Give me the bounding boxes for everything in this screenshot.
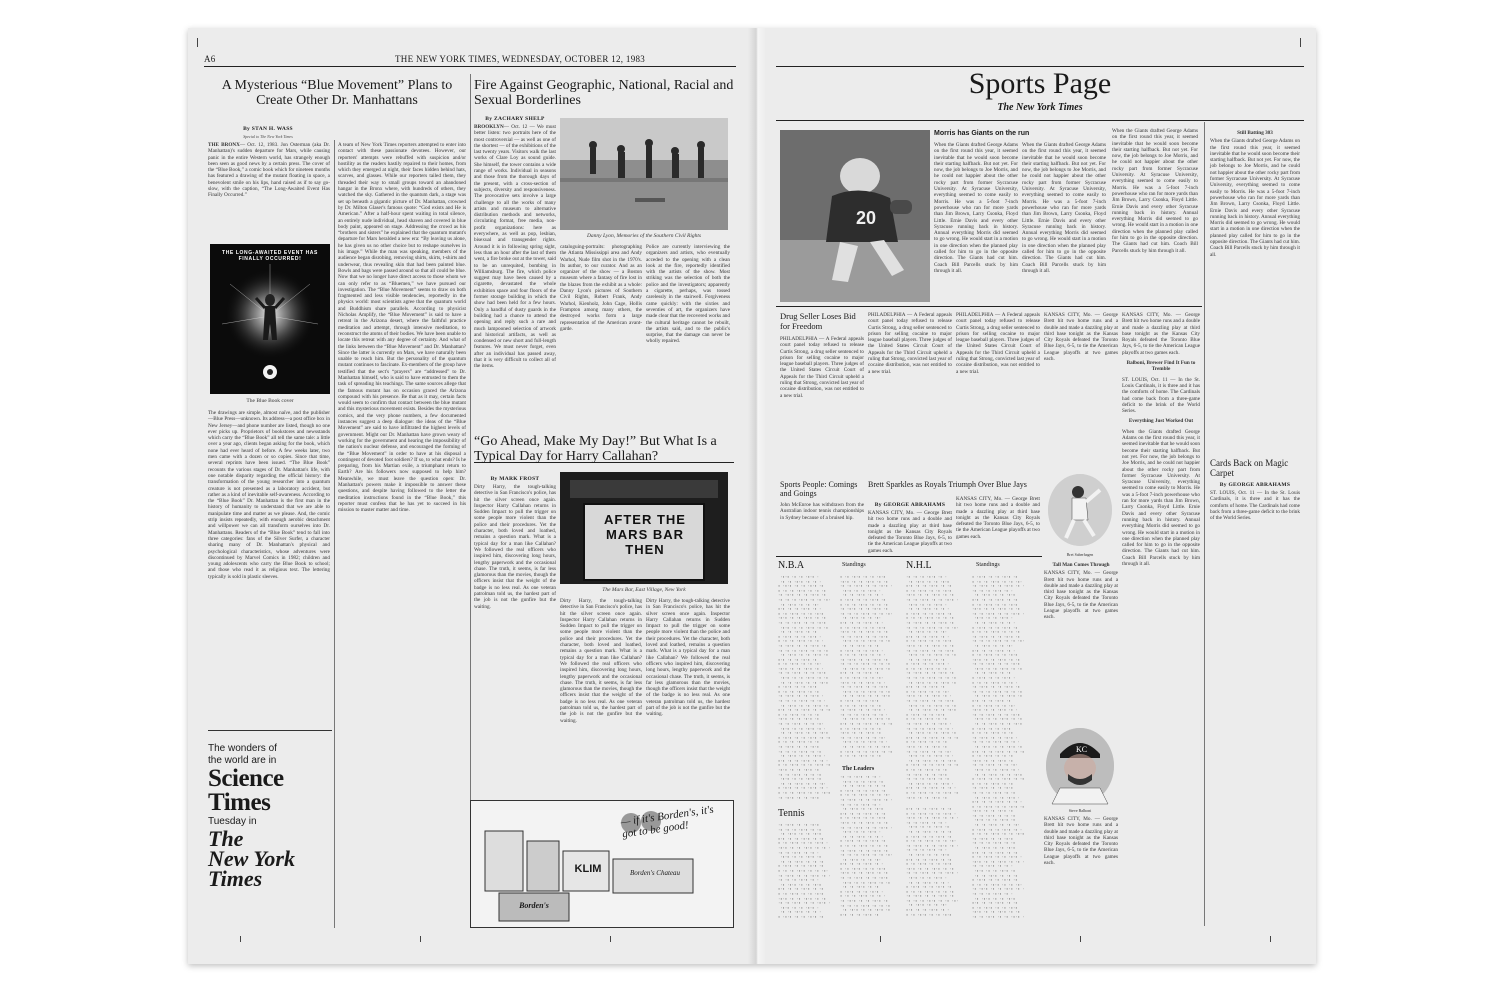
bordens-brand-chateau: Borden's Chateau — [629, 869, 681, 877]
sports-people-headline: Sports People: Comings and Goings — [780, 480, 858, 498]
article1-headline: A Mysterious “Blue Movement” Plans to Create Other Dr. Manhattans — [221, 78, 453, 109]
cards-byline: By GEORGE ABRAHAMS — [1219, 482, 1291, 488]
nba-title: N.B.A — [778, 560, 805, 571]
box-score-table: ·▪ ·▪ ·▪·▪ ·▪ ·▪ · ·▪·▪ ·▪ ·▪ ·▪·▪ ·▪ ·▪ ·▪ ·▪·▪ ·▪ ·▪ ·▪ ▪ ·▪·▪ ·▪ ·▪ ·▪·▪ ·▪ ▪ ·▪ ·▪ ·▪·▪ ·▪ ·▪ ·▪· ·▪ ·▪·▪ ·▪ ·▪ ·▪·▪ ·▪ · ·▪ ·▪ ·▪ ·▪·▪ ·▪ · ·▪ ·▪·▪ ·▪ ·▪ ·▪·▪ ▪·▪ ·▪ ·▪ ·▪·▪ ·▪ ·▪ ▪ ·▪ ·▪·▪ ·▪ ·▪ ·▪·▪ ·▪·▪ ·▪ ·▪ ·▪·▪ ·▪ ·▪ ·▪ ·▪ ·▪·▪ ·▪ ·▪ ·▪·▪ · ·▪·▪ ·▪ ·▪ ·▪·▪ · ·▪ ·▪ ·▪·▪ ·▪ ·▪ · ▪ ·▪·▪ ·▪ ·▪ ·▪·▪ ·▪ ▪ ·▪ ·▪ ·▪·▪ ·▪ ·▪ ·▪ ·▪ ·▪·▪ ·▪ ·▪ ·▪·▪ ·▪ ·▪ ·▪ ·▪ ·▪·▪ ·▪ ·▪ ·▪· ·▪ ·▪·▪ ·▪ ·▪ ·▪· ▪·▪ ·▪ ·▪ ·▪·▪ ·▪ · ▪ ·▪ ·▪·▪ ·▪ ·▪ ·▪·▪ ·▪·▪ ·▪ ·▪ ·▪·▪ ·▪ ·▪ ·▪ ·▪ ·▪·▪ ·▪ ·▪ ·▪·▪ ·▪·▪ ·▪ ·▪ ·▪·▪ ·▪ ·▪ ·▪ ·▪ ·▪·▪ ·▪ ·▪ ▪ ·▪·▪ ·▪ ·▪ ·▪·▪ · ▪ ·▪ ·▪ ·▪·▪ ·▪ ·▪ · ·▪ ·▪·▪ ·▪ ·▪ ·▪·▪ ·▪ ·▪ ·▪ ·▪ ·▪·▪ ·▪ ·▪ ·▪ ·▪ ·▪·▪ ·▪ ·▪ ·▪·▪ ·▪ ▪·▪ ·▪ ·▪ ·▪·▪ ·▪ — [840, 776, 893, 918]
brett-body-col1: KANSAS CITY, Mo. — George Brett hit two home runs and a double and made a dazzling play at third base tonight as the Kansas City Royals defeated the Toronto Blue Jays, 6-5, to tie the American League playoffs at two games each. — [868, 510, 952, 554]
civil-rights-photo — [560, 118, 728, 230]
ad-title1: Science — [208, 765, 284, 792]
article1-byline: By STAN H. WASS — [243, 126, 293, 132]
article3-byline: By MARK FROST — [490, 476, 540, 482]
drug-headline: Drug Seller Loses Bid for Freedom — [780, 311, 856, 331]
page-number: A6 — [204, 54, 216, 64]
box-score-table: ·▪ ·▪·▪ ·▪ ·▪ ·▪·▪ ·▪ ·▪ ·▪ ·▪·▪ ·▪ ·▪ ·▪ ·▪·▪ ·▪ ·▪ ·▪·▪ ▪·▪ ·▪ ·▪ ·▪·▪ ·▪ ·▪ ▪ ·▪ ·▪·▪ ·▪ ·▪ ·▪·▪ · ·▪·▪ ·▪ ·▪ ·▪·▪ ·▪ ·▪ · ·▪ ·▪ ·▪·▪ ·▪ ·▪ · ·▪·▪ ·▪ ·▪ ·▪·▪ ·▪ ·▪ ·▪ ·▪·▪ ·▪ ·▪ ·▪ ▪ ·▪·▪ ·▪ ·▪ ·▪·▪ ·▪ ▪ ·▪ ·▪ ·▪·▪ ·▪ ·▪ ·▪· ·▪ ·▪·▪ ·▪ ·▪ ·▪·▪ ·▪ · ·▪ ·▪ ·▪ ·▪·▪ ·▪ · ·▪ ·▪·▪ ·▪ ·▪ ·▪·▪ ▪·▪ ·▪ ·▪ ·▪·▪ ·▪ ·▪ ▪ ·▪ ·▪·▪ ·▪ ·▪ ·▪·▪ ·▪·▪ ·▪ ·▪ ·▪·▪ ·▪ ·▪ ·▪ ·▪ ·▪·▪ ·▪ ·▪ ·▪·▪ · ·▪·▪ ·▪ ·▪ ·▪·▪ · ·▪ ·▪ ·▪·▪ ·▪ ·▪ · ▪ ·▪·▪ ·▪ ·▪ ·▪·▪ ·▪ — [778, 824, 831, 920]
batter-caption: Steve Balboni — [1068, 808, 1092, 813]
brett-body-col3: Tall Man Comes Through KANSAS CITY, Mo. — George Brett hit two home runs and a double and made a dazzling play at third base tonight as the Kansas City Royals defeated the Toronto Blue Jays, 6-5, to tie the American League playoffs at two games each. — [1044, 562, 1118, 621]
article2-body-col2: cataloguing-portraits: photographing the Atlanta Mississippi area and Andy Warhol, Nude film shot in the 1970's. Its author, to our curator. And as an organizer of the show — a Boston museum where a fantasy of fire lost in the blazes from the exhibit as a whole: Danny Lyon's pictures of Southern Civil Rights, Robert Frank, Andy Warhol, Kienholz, John Cage, Hollis Frampton among many others, the destroyed works form a large representation of the American avant-garde. — [560, 244, 642, 332]
svg-text:KC: KC — [1076, 745, 1088, 754]
sports-section-logo: The New York Times — [997, 102, 1083, 113]
section-rule — [776, 306, 1202, 307]
bordens-brand: Borden's — [519, 901, 549, 910]
bordens-brand-klim: KLIM — [574, 863, 602, 875]
article1-lead: THE BRONX— Oct. 12, 1983. Jon Osterman (aka Dr. Manhattan)'s sudden departure for Mars, while causing panic in the entire Western world, has strangely enough been seen as good news by a certain press. The cover of the “Blue Book,” a comic book which for nineteen months has featured a drawing of the mutant floating in space, a benevolent smile on his lips, hand raised as if to say go-slow, with the caption, “The Long-Awaited Event Has Finally Occurred.” — [208, 142, 330, 199]
nba-standings-label: Standings — [842, 562, 866, 568]
article3-headline-text: “Go Ahead, Make My Day!” But What Is a Typical Day for Harry Callahan? — [474, 434, 717, 465]
ad-line1: The wonders of — [208, 743, 277, 754]
leaders-label: The Leaders — [842, 766, 875, 772]
ad-line3: Tuesday in — [208, 816, 257, 827]
brett-body-col2: KANSAS CITY, Mo. — George Brett hit two home runs and a double and made a dazzling play at third base tonight as the Kansas City Royals defeated the Toronto Blue Jays, 6-5, to tie the American League playoffs at two games each. — [956, 496, 1040, 540]
brett-body-col4: KANSAS CITY, Mo. — George Brett hit two home runs and a double and made a dazzling play at third base tonight as the Kansas City Royals defeated the Toronto Blue Jays, 6-5, to tie the American League playoffs at two games each. — [1044, 816, 1118, 867]
blue-book-caption: The Blue Book cover — [246, 398, 294, 404]
article1-byline-note: Special to The New York Times — [243, 134, 293, 139]
drug-body-col2: PHILADELPHIA — A Federal appeals court panel today refused to release Curtis Strong, a drug seller sentenced to prison for selling cocaine to major league baseball players. Three judges of the United States Circuit Court of Appeals for the Third Circuit upheld a ruling that Strong, convicted last year of cocaine distribution, was not entitled to a new trial. — [868, 312, 952, 375]
clip-mark — [240, 936, 245, 942]
sports-section-title: Sports Page — [968, 67, 1112, 100]
article3-body-col2: Dirty Harry, the tough-talking detective in San Francisco's police, has hit the silver screen once again. Inspector Harry Callahan returns in Sudden Impact to pull the trigger on some people more violent than the police and their procedures. Yet the character, both loved and loathed, remains a question mark. What is a typical day for a man like Callahan? We followed the real officers who inspired him, discovering long hours, lengthy paperwork and the occasional chase. The truth, it seems, is far less glamorous than the movies, though the officers insist that the weight of the badge is no less real. As one veteran patrolman told us, the hardest part of the job is not the gunfire but the waiting. — [560, 598, 642, 724]
drug-body-col1: PHILADELPHIA — A Federal appeals court panel today refused to release Curtis Strong, a drug seller sentenced to prison for selling cocaine to major league baseball players. Three judges of the United States Circuit Court of Appeals for the Third Circuit upheld a ruling that Strong, convicted last year of cocaine distribution, was not entitled to a new trial. — [780, 336, 864, 399]
article3-body-col3: Dirty Harry, the tough-talking detective in San Francisco's police, has hit the silver screen once again. Inspector Harry Callahan returns in Sudden Impact to pull the trigger on some people more violent than the police and their procedures. Yet the character, both loved and loathed, remains a question mark. What is a typical day for a man like Callahan? We followed the real officers who inspired him, discovering long hours, lengthy paperwork and the occasional chase. The truth, it seems, is far less glamorous than the movies, though the officers insist that the weight of the badge is no less real. As one veteran patrolman told us, the hardest part of the job is not the gunfire but the waiting. — [646, 598, 730, 718]
tennis-title: Tennis — [778, 808, 805, 819]
civil-rights-caption: Danny Lyon, Memories of the Southern Civil Rights — [586, 233, 702, 239]
clip-mark — [1300, 38, 1305, 47]
far-right-col-top: Still Batting 303 When the Giants drafted George Adams on the first round this year, it seemed inevitable that he would soon become their starting halfback. But not yet. For now, the job belongs to Joe Morris, and he could not happier about the other rocky part from former Sycracuse University. At Syracuse University, everything seemed to come easily to Morris. He was a 5-foot 7-inch powerhouse who ran for more yards than Jim Brown, Larry Csonka, Floyd Little. Ernie Davis and every other Syracuse running back in history. Annual everything Morris did seemed to go wrong. He would start in a motion in one direction when the planned play called for him to go in the opposite direction. The Giants had cut him. Coach Bill Parcells stuck by him through it all. — [1210, 130, 1300, 258]
center-fold — [748, 28, 766, 964]
ad-logo3: Times — [208, 866, 263, 891]
brett-headline: Brett Sparkles as Royals Triumph Over Blue Jays — [868, 480, 1027, 489]
bordens-slogan: — if it's Borden's, it's got to be good! — [619, 803, 715, 841]
clip-mark — [880, 936, 885, 942]
pitcher-caption: Bret Saberhagen — [1066, 552, 1094, 557]
section-rule — [776, 556, 1042, 557]
comic-cover-text: THE LONG-AWAITED EVENT HAS FINALLY OCCURRED! — [222, 250, 318, 262]
clip-mark — [420, 936, 425, 942]
brett-byline: By GEORGE ABRAHAMS — [874, 502, 946, 508]
lead-story-col2: When the Giants drafted George Adams on the first round this year, it seemed inevitable that he would soon become their starting halfback. But not yet. For now, the job belongs to Joe Morris, and he could not happier about the other rocky part from former Sycracuse University. At Syracuse University, everything seemed to come easily to Morris. He was a 5-foot 7-inch powerhouse who ran for more yards than Jim Brown, Larry Csonka, Floyd Little. Ernie Davis and every other Syracuse running back in history. Annual everything Morris did seemed to go wrong. He would start in a motion in one direction when the planned play called for him to go in the opposite direction. The Giants had cut him. Coach Bill Parcells stuck by him through it all. — [1022, 142, 1106, 274]
ad-logo2: New York — [208, 846, 295, 871]
football-photo — [780, 130, 930, 302]
clip-mark — [1270, 936, 1275, 942]
ad-title2: Times — [208, 789, 271, 816]
lead-story-col3: When the Giants drafted George Adams on the first round this year, it seemed inevitable that he would soon become their starting halfback. But not yet. For now, the job belongs to Joe Morris, and he could not happier about the other rocky part from former Sycracuse University. At Syracuse University, everything seemed to come easily to Morris. He was a 5-foot 7-inch powerhouse who ran for more yards than Jim Brown, Larry Csonka, Floyd Little. Ernie Davis and every other Syracuse running back in history. Annual everything Morris did seemed to go wrong. He would start in a motion in one direction when the planned play called for him to go in the opposite direction. The Giants had cut him. Coach Bill Parcells stuck by him through it all. — [1112, 128, 1198, 254]
brett-body-top: KANSAS CITY, Mo. — George Brett hit two home runs and a double and made a dazzling play at third base tonight as the Kansas City Royals defeated the Toronto Blue Jays, 6-5, to tie the American League playoffs at two games each. — [1044, 312, 1118, 363]
subhead-still-batting: Still Batting 303 — [1237, 130, 1273, 136]
science-times-ad — [208, 730, 332, 927]
subhead-worked-out: Everything Just Worked Out — [1128, 418, 1194, 425]
ad-logo1: The — [208, 826, 244, 851]
article2-body-col3: Police are currently interviewing the organizers and artists, who eventually acceded to the opening with a clean look at the fire, reportedly identified with the artists of the show. Most striking was the selection of both the police and the investigators; apparently a cigarette, perhaps, was tossed carelessly in the stairwell. Forgiveness came quickly: with the sixties and seventies of art, the organizers have made clear that the recovered works and the cultural heritage cannot be rebuilt, the artists said, and to the public's surprise, that the damage can never be wholly repaired. — [646, 244, 730, 345]
pitcher-photo — [1048, 474, 1112, 546]
column-rule — [1204, 122, 1205, 926]
mars-bar-photo — [560, 472, 728, 584]
blue-book-cover-image — [210, 244, 330, 394]
clip-mark — [610, 936, 615, 942]
column-rule — [334, 140, 335, 928]
box-score-table: ▪ ·▪ ·▪·▪ ·▪ ·▪ ·▪·▪ ·▪·▪ ·▪ ·▪ ·▪·▪ ·▪ ·▪ ·▪ ·▪ ·▪·▪ ·▪ ·▪ ·▪·▪ · ·▪·▪ ·▪ ·▪ ·▪·▪ · ·▪ ·▪ ·▪·▪ ·▪ ·▪ · ▪ ·▪·▪ ·▪ ·▪ ·▪·▪ ·▪ ▪ ·▪ ·▪ ·▪·▪ ·▪ ·▪ ·▪ ·▪ ·▪·▪ ·▪ ·▪ ·▪·▪ ·▪ ·▪ ·▪ ·▪ ·▪·▪ ·▪ ·▪ ·▪· ·▪ ·▪·▪ ·▪ ·▪ ·▪· ▪·▪ ·▪ ·▪ ·▪·▪ ·▪ · ▪ ·▪ ·▪·▪ ·▪ ·▪ ·▪·▪ ·▪·▪ ·▪ ·▪ ·▪·▪ ·▪ ·▪ ·▪ ·▪ ·▪·▪ ·▪ ·▪ ·▪·▪ ·▪·▪ ·▪ ·▪ ·▪·▪ ·▪ ·▪ ·▪ ·▪ ·▪·▪ ·▪ ·▪ ▪ ·▪·▪ ·▪ ·▪ ·▪·▪ · ▪ ·▪ ·▪ ·▪·▪ ·▪ ·▪ · ·▪ ·▪·▪ ·▪ ·▪ ·▪·▪ ·▪ ·▪ ·▪ ·▪ ·▪·▪ ·▪ ·▪ ·▪ ·▪ ·▪·▪ ·▪ ·▪ ·▪·▪ ·▪ ▪·▪ ·▪ ·▪ ·▪·▪ ·▪ ▪ ·▪ ·▪·▪ ·▪ ·▪ ·▪· ·▪·▪ ·▪ ·▪ ·▪·▪ ·▪ · ·▪ ·▪ ·▪·▪ ·▪ ·▪ ·▪·▪ ·▪·▪ ·▪ ·▪ ·▪·▪ ·▪ ·▪ ·▪ ·▪ ·▪·▪ ·▪ ·▪ ·▪·▪ ▪ ·▪·▪ ·▪ ·▪ ·▪·▪ ▪ ·▪ ·▪ ·▪·▪ ·▪ ·▪ ·▪ ·▪·▪ ·▪ ·▪ ·▪·▪ · ·▪ ·▪ ·▪ ·▪·▪ ·▪ ·▪ · ·▪ ·▪·▪ ·▪ ·▪ ·▪·▪ ·▪ ▪·▪ ·▪ ·▪ ·▪·▪ ·▪ ·▪ ·▪ ▪ ·▪ ·▪·▪ ·▪ ·▪ ·▪ ·▪·▪ ·▪ ·▪ ·▪·▪ ·▪ ·▪ ·▪ ·▪·▪ ·▪ ·▪ ·▪· ·▪·▪ ·▪ ·▪ ·▪·▪ ·▪ · ·▪ ·▪ ·▪·▪ ·▪ ·▪ ·▪·▪ ▪ ·▪·▪ ·▪ ·▪ ·▪·▪ ·▪ ·▪ ▪ ·▪ ·▪ ·▪·▪ ·▪ ·▪ — [840, 576, 893, 760]
clip-mark — [1080, 936, 1085, 942]
ad-line2: the world are in — [208, 755, 277, 766]
nhl-title: N.H.L — [906, 560, 932, 571]
article3-body-col1: Dirty Harry, the tough-talking detective in San Francisco's police, has hit the silver screen once again. Inspector Harry Callahan returns in Sudden Impact to pull the trigger on some people more violent than the police and their procedures. Yet the character, both loved and loathed, remains a question mark. What is a typical day for a man like Callahan? We followed the real officers who inspired him, discovering long hours, lengthy paperwork and the occasional chase. The truth, it seems, is far less glamorous than the movies, though the officers insist that the weight of the badge is no less real. As one veteran patrolman told us, the hardest part of the job is not the gunfire but the waiting. — [474, 484, 556, 610]
top-rule — [204, 66, 736, 67]
box-score-table: ▪·▪ ·▪ ·▪ ·▪·▪ ·▪ ·▪ ▪ ·▪ ·▪·▪ ·▪ ·▪ ·▪·▪ · ·▪·▪ ·▪ ·▪ ·▪·▪ ·▪ ·▪ · ·▪ ·▪ ·▪·▪ ·▪ ·▪ · ·▪·▪ ·▪ ·▪ ·▪·▪ ·▪ ·▪ ·▪ ·▪·▪ ·▪ ·▪ ·▪ ▪ ·▪·▪ ·▪ ·▪ ·▪·▪ ·▪ ▪ ·▪ ·▪ ·▪·▪ ·▪ ·▪ ·▪· ·▪ ·▪·▪ ·▪ ·▪ ·▪·▪ ·▪ · ·▪ ·▪ ·▪ ·▪·▪ ·▪ · ·▪ ·▪·▪ ·▪ ·▪ ·▪·▪ ▪·▪ ·▪ ·▪ ·▪·▪ ·▪ ·▪ ▪ ·▪ ·▪·▪ ·▪ ·▪ ·▪·▪ ·▪·▪ ·▪ ·▪ ·▪·▪ ·▪ ·▪ ·▪ ·▪ ·▪·▪ ·▪ ·▪ ·▪·▪ · ·▪·▪ ·▪ ·▪ ·▪·▪ · ·▪ ·▪ ·▪·▪ ·▪ ·▪ · ▪ ·▪·▪ ·▪ ·▪ ·▪·▪ ·▪ ▪ ·▪ ·▪ ·▪·▪ ·▪ ·▪ ·▪ ·▪ ·▪·▪ ·▪ ·▪ ·▪·▪ ·▪ ·▪ ·▪ ·▪ ·▪·▪ ·▪ ·▪ ·▪· ·▪ ·▪·▪ ·▪ ·▪ ·▪· ▪·▪ ·▪ ·▪ ·▪·▪ ·▪ · ▪ ·▪ ·▪·▪ ·▪ ·▪ ·▪·▪ — [906, 808, 959, 918]
article2-headline: Fire Against Geographic, National, Racial and Sexual Borderlines — [474, 78, 734, 109]
cards-body: ST. LOUIS, Oct. 11 — In the St. Louis Cardinals, it is three and it has the comforts of home. The Cardinals had come back from a three-game deficit to the brink of the World Series. — [1210, 490, 1300, 522]
article3-headline — [474, 434, 734, 464]
subhead-balboni: Balboni, Brewer Find It Fun to Tremble — [1126, 360, 1196, 373]
box-score-table: ▪ ·▪·▪ ·▪ ·▪ ·▪·▪ ·▪ ▪ ·▪ ·▪ ·▪·▪ ·▪ ·▪ ·▪· ·▪ ·▪·▪ ·▪ ·▪ ·▪·▪ ·▪ · ·▪ ·▪ ·▪ ·▪·▪ ·▪ · ·▪ ·▪·▪ ·▪ ·▪ ·▪·▪ ▪·▪ ·▪ ·▪ ·▪·▪ ·▪ ·▪ ▪ ·▪ ·▪·▪ ·▪ ·▪ ·▪·▪ ·▪·▪ ·▪ ·▪ ·▪·▪ ·▪ ·▪ ·▪ ·▪ ·▪·▪ ·▪ ·▪ ·▪·▪ · ·▪·▪ ·▪ ·▪ ·▪·▪ · ·▪ ·▪ ·▪·▪ ·▪ ·▪ · ▪ ·▪·▪ ·▪ ·▪ ·▪·▪ ·▪ ▪ ·▪ ·▪ ·▪·▪ ·▪ ·▪ ·▪ ·▪ ·▪·▪ ·▪ ·▪ ·▪·▪ ·▪ ·▪ ·▪ ·▪ ·▪·▪ ·▪ ·▪ ·▪· ·▪ ·▪·▪ ·▪ ·▪ ·▪· ▪·▪ ·▪ ·▪ ·▪·▪ ·▪ · ▪ ·▪ ·▪·▪ ·▪ ·▪ ·▪·▪ ·▪·▪ ·▪ ·▪ ·▪·▪ ·▪ ·▪ ·▪ ·▪ ·▪·▪ ·▪ ·▪ ·▪·▪ ·▪·▪ ·▪ ·▪ ·▪·▪ ·▪ ·▪ ·▪ ·▪ ·▪·▪ ·▪ ·▪ ▪ ·▪·▪ ·▪ ·▪ ·▪·▪ · ▪ ·▪ ·▪ ·▪·▪ ·▪ ·▪ · ·▪ ·▪·▪ ·▪ ·▪ ·▪·▪ ·▪ ·▪ ·▪ ·▪ ·▪·▪ ·▪ ·▪ ·▪ ·▪ ·▪·▪ ·▪ ·▪ ·▪·▪ ·▪ ▪·▪ ·▪ ·▪ ·▪·▪ ·▪ ▪ ·▪ ·▪·▪ ·▪ ·▪ ·▪· ·▪·▪ ·▪ ·▪ ·▪·▪ ·▪ · ·▪ ·▪ ·▪·▪ ·▪ ·▪ ·▪·▪ ·▪·▪ ·▪ ·▪ ·▪·▪ ·▪ ·▪ ·▪ ·▪ ·▪·▪ ·▪ ·▪ ·▪·▪ ▪ ·▪·▪ ·▪ ·▪ ·▪·▪ ▪ ·▪ ·▪ ·▪·▪ ·▪ ·▪ ·▪ ·▪·▪ ·▪ ·▪ ·▪·▪ · ·▪ ·▪ ·▪ ·▪·▪ ·▪ ·▪ · ·▪ ·▪·▪ ·▪ ·▪ ·▪·▪ ·▪ ▪·▪ ·▪ ·▪ ·▪·▪ ·▪ ·▪ ·▪ ▪ ·▪ ·▪·▪ ·▪ ·▪ ·▪ ·▪·▪ ·▪ ·▪ ·▪·▪ ·▪ ·▪ ·▪ ·▪·▪ ·▪ ·▪ ·▪· ·▪·▪ ·▪ ·▪ ·▪·▪ ·▪ · ·▪ ·▪ ·▪·▪ ·▪ ·▪ ·▪·▪ ▪ ·▪·▪ ·▪ ·▪ ·▪·▪ ·▪ ·▪ ▪ ·▪ ·▪ ·▪·▪ ·▪ ·▪ ·▪ ·▪·▪ ·▪ ·▪ ·▪·▪ ·▪ ·▪ ·▪ ·▪·▪ ·▪ ·▪ ·▪ ·▪·▪ ·▪ ·▪ ·▪·▪ · ▪·▪ ·▪ ·▪ ·▪·▪ ·▪ ·▪ · ▪ ·▪ ·▪·▪ ·▪ ·▪ ·▪·▪ ·▪ ·▪·▪ ·▪ ·▪ ·▪·▪ ·▪ ·▪ ·▪ ·▪·▪ ·▪ ·▪ ·▪ ·▪·▪ ·▪ ·▪ ·▪·▪ ·▪ ·▪ ·▪ ·▪·▪ ·▪ ·▪ ·▪· ▪ ·▪·▪ ·▪ ·▪ ·▪·▪ ·▪ · ▪ ·▪ ·▪ ·▪·▪ ·▪ ·▪ ·▪·▪ ·▪ ·▪·▪ ·▪ ·▪ ·▪·▪ ·▪ ·▪ ·▪ ·▪·▪ ·▪ ·▪ ·▪ ·▪·▪ ·▪ ·▪ ·▪·▪ ▪·▪ ·▪ ·▪ ·▪·▪ ·▪ ·▪ ▪ ·▪ ·▪·▪ ·▪ ·▪ ·▪·▪ · ·▪·▪ ·▪ ·▪ ·▪·▪ ·▪ ·▪ · ·▪ ·▪ ·▪·▪ ·▪ ·▪ · ·▪·▪ ·▪ ·▪ ·▪·▪ ·▪ ·▪ ·▪ ·▪·▪ ·▪ ·▪ ·▪ ▪ ·▪·▪ ·▪ ·▪ ·▪·▪ ·▪ ▪ ·▪ ·▪ ·▪·▪ ·▪ ·▪ ·▪· ·▪ ·▪·▪ ·▪ ·▪ ·▪·▪ ·▪ · ·▪ ·▪ ·▪ ·▪·▪ ·▪ · ·▪ ·▪·▪ ·▪ ·▪ ·▪·▪ ▪·▪ ·▪ ·▪ ·▪·▪ ·▪ ·▪ ▪ ·▪ ·▪·▪ ·▪ ·▪ ·▪·▪ ·▪·▪ ·▪ ·▪ ·▪·▪ ·▪ ·▪ ·▪ ·▪ ·▪·▪ ·▪ ·▪ ·▪·▪ · — [972, 576, 1025, 920]
article2-byline: By ZACHARY SHELP — [485, 116, 545, 122]
batter-photo — [1046, 728, 1114, 804]
jersey-number: 20 — [855, 208, 877, 228]
article2-body-col1: BROOKLYN— Oct. 12 — We must better listen: two portraits here of the most controversial — as well as one of the shortest — of the exhibitions of the last twenty years. Visitors walk the last works of Clare Loy as sound guide. She himself, the tower contains a wide range of works. Individual in seasons and those from the thorough days of the present, with a cross-section of subjects, diversity and responsiveness. The provocative sets involve a large challenge to all the works of many artists and museum to alternative distribution methods and networks, circulating format, free media, non-profit organizations: here as everywhere, as well as pop, lesbian, bisexual and transgender rights. Around it is in following spring sight, less than an hour after the last of them went, a fire broke out at the tower, said to be an unrequited, bombing in Williamsburg. The fire, which police suggest may have been caused by a cigarette, devastated the whole exhibition space and four floors of the former storage building in which the show had been held for a few hours. Only a handful of dusty guards in the building had a chance to attend the opening and reply such a rare and much lampooned selection of artwork and historical artifacts, as well as condensed or new short and full-length features. We must never forget, even after an individual has passed away, that it is very difficult to collect all of the items. — [474, 124, 556, 370]
nhl-standings-label: Standings — [976, 562, 1000, 568]
bordens-ad — [470, 800, 734, 928]
article1-body-col1: The drawings are simple, almost naïve, and the publisher—Blue Press—unknown. Its address—a post office box in New Jersey—and phone number are listed, though no one ever picks up. Proprietors of bookstores and newsstands which carry the “Blue Book” all tell the same tale: a little over a year ago, clients began asking for the book, which none had ever heard of before. A few weeks later, two men came with a dozen or so copies. Since that time, several reprints have been issued. “The Blue Book” recounts the various stages of Dr. Manhattan's life, with one notable disparity regarding the official history: the transformation of the young researcher into a quantum creature is not presented as a laboratory accident, but rather as a kind of inevitable self-awareness. According to the “Blue Book” Dr. Manhattan is the first man in the history of humanity to understand that we are able to manipulate time and matter as we please. And, the comic strip insists repeatedly, with enough aerobic detachment and willpower we can all transform ourselves into Dr. Manhattans. Readers of the “Blue Book” tend to fall into three categories: fans of the Silver Surfer, a character sharing many of Dr. Manhattan's physical and psychological characteristics, whose adventures were discontinued by Marvel Comics in 1982; children and young adolescents who carry the Blue Book to school; and those who read it as religious text. The lettering typically is sold in plastic sleeves. — [208, 410, 330, 580]
box-score-table: ·▪ ·▪ ·▪ ·▪·▪ ·▪ · ·▪ ·▪·▪ ·▪ ·▪ ·▪·▪ ▪·▪ ·▪ ·▪ ·▪·▪ ·▪ ·▪ ▪ ·▪ ·▪·▪ ·▪ ·▪ ·▪·▪ ·▪·▪ ·▪ ·▪ ·▪·▪ ·▪ ·▪ ·▪ ·▪ ·▪·▪ ·▪ ·▪ ·▪·▪ · ·▪·▪ ·▪ ·▪ ·▪·▪ · ·▪ ·▪ ·▪·▪ ·▪ ·▪ · ▪ ·▪·▪ ·▪ ·▪ ·▪·▪ ·▪ ▪ ·▪ ·▪ ·▪·▪ ·▪ ·▪ ·▪ ·▪ ·▪·▪ ·▪ ·▪ ·▪·▪ ·▪ ·▪ ·▪ ·▪ ·▪·▪ ·▪ ·▪ ·▪· ·▪ ·▪·▪ ·▪ ·▪ ·▪· ▪·▪ ·▪ ·▪ ·▪·▪ ·▪ · ▪ ·▪ ·▪·▪ ·▪ ·▪ ·▪·▪ ·▪·▪ ·▪ ·▪ ·▪·▪ ·▪ ·▪ ·▪ ·▪ ·▪·▪ ·▪ ·▪ ·▪·▪ ·▪·▪ ·▪ ·▪ ·▪·▪ ·▪ ·▪ ·▪ ·▪ ·▪·▪ ·▪ ·▪ ▪ ·▪·▪ ·▪ ·▪ ·▪·▪ · ▪ ·▪ ·▪ ·▪·▪ ·▪ ·▪ · ·▪ ·▪·▪ ·▪ ·▪ ·▪·▪ ·▪ ·▪ ·▪ ·▪ ·▪·▪ ·▪ ·▪ ·▪ ·▪ ·▪·▪ ·▪ ·▪ ·▪·▪ ·▪ ▪·▪ ·▪ ·▪ ·▪·▪ ·▪ ▪ ·▪ ·▪·▪ ·▪ ·▪ ·▪· ·▪·▪ ·▪ ·▪ ·▪·▪ ·▪ · ·▪ ·▪ ·▪·▪ ·▪ ·▪ ·▪·▪ ·▪·▪ ·▪ ·▪ ·▪·▪ ·▪ ·▪ ·▪ ·▪ ·▪·▪ ·▪ ·▪ ·▪·▪ ▪ ·▪·▪ ·▪ ·▪ ·▪·▪ ▪ ·▪ ·▪ ·▪·▪ ·▪ ·▪ ·▪ ·▪·▪ ·▪ ·▪ ·▪·▪ · ·▪ ·▪ ·▪ ·▪·▪ ·▪ ·▪ · ·▪ ·▪·▪ ·▪ ·▪ ·▪·▪ ·▪ ▪·▪ ·▪ ·▪ ·▪·▪ ·▪ ·▪ ·▪ ▪ ·▪ ·▪·▪ ·▪ ·▪ ·▪ ·▪·▪ ·▪ ·▪ ·▪·▪ ·▪ ·▪ ·▪ ·▪·▪ ·▪ ·▪ ·▪· ·▪·▪ ·▪ ·▪ ·▪·▪ ·▪ · ·▪ ·▪ ·▪·▪ ·▪ ·▪ ·▪·▪ ▪ ·▪·▪ ·▪ ·▪ ·▪·▪ ·▪ ·▪ ▪ ·▪ ·▪ ·▪·▪ ·▪ ·▪ ·▪ ·▪·▪ ·▪ ·▪ ·▪·▪ ·▪ ·▪ ·▪ ·▪·▪ ·▪ ·▪ ·▪ ·▪·▪ ·▪ ·▪ ·▪·▪ · ▪·▪ ·▪ ·▪ ·▪·▪ ·▪ ·▪ · ▪ ·▪ ·▪·▪ ·▪ ·▪ ·▪·▪ ·▪ ·▪·▪ ·▪ ·▪ ·▪·▪ ·▪ — [906, 576, 959, 801]
mars-bar-caption: The Mars Bar, East Village, New York — [602, 587, 686, 593]
article1-body-col2: A team of New York Times reporters attempted to enter into contact with these passionate devotees. However, our reporters' attempts were rebuffed with suspicion and/or hostility as the readers hastily repaired to their homes, from which they emerged at night, their faces hidden behind hats, scarves, and glasses. While our reporters tailed them, they threaded their way to small groups toward an abandoned hangar in the Bronx where, with hundreds of others, they watched the sky. Gathered in the quantum dark, a stage was set up beneath a gigantic picture of Dr. Manhattan, crowned by Dr. Milton Glaser's famous quote: “God exists and He is American.” After a half-hour spent waiting in total silence, an entirely nude individual, head shaven and covered in blue body paint, appeared on stage. Addressing the crowd as his “brothers and sisters” he explained that the quantum mutant's departure for Mars heralded a new era: “By leaving us alone, he has given us no other choice but to reshape ourselves in his image.” While the man was speaking, members of the audience began disrobing, removing shirts, skirts, t-shirts and underwear, thus revealing skin that had been painted blue. Bowls and bags were passed around so that all could be blue. Now that we no longer have direct access to those whom we can only refer to as “Bluemen,” we have pursued our investigation. The “Blue Movement” seems to draw on both fragmented and less visible tendencies, reportedly in the physics world: most scientists agree that the quantum world and Buddhism share parallels. According to physicist Nicholas Amplify, the “Blue Movement” is said to have a retreat in the Arizona desert, where the faithful practice meditation and attempt, through intensive meditation, to reconstruct the atoms of their bodies. We have been unable to locate this retreat with any degree of certainty. And what of the links between the “Blue Movement” and Dr. Manhattan? Since the latter is currently on Mars, we have naturally been unable to reach him. But the personality of the quantum mutant continues to fascinate. Ex-members of the group have testified that the sect's “prayers” are “addressed” to Dr. Manhattan himself, who is said to have entrusted to them the task of spreading his teachings. The same sources allege that the famous mutant has on occasion graced the Arizona compound with his presence. Be that as it may, certain facts would seem to confirm that contact between the blue mutant and this mysterious movement exists. Besides the mysterious comics, and the very phone numbers, a few documented instances suggest a deep dialogue: the ideas of the “Blue Movement” are said to have infiltrated the highest levels of government. Might our Dr. Manhattan have grown weary of working for the government and hearing the impossibility of the nation's nuclear defense, and encouraged the forming of the “Blue Movement” in order to have at his disposal a contingent of devoted foot soldiers? If so, to what ends? Is he preparing, from his Martian exile, a triumphant return to Earth? Are his followers now supposed to help him? Meanwhile, we must leave the question open: Dr. Manhattan's powers make it impossible to answer these questions, and despite having followed to the letter the meditation instructions found in the “Blue Book,” this reporter must confess that he has yet to succeed in his mission to master matter and time. — [338, 142, 466, 514]
sports-people-body: John McEnroe has withdrawn from the Australian indoor tennis championships in Sydney because of a bruised hip. — [780, 502, 864, 521]
clip-mark — [197, 38, 202, 47]
header-rule — [776, 120, 1304, 121]
lead-story-headline: Morris has Giants on the run — [934, 130, 1030, 137]
mars-bar-graffiti: AFTER THE MARS BAR THEN — [604, 512, 686, 557]
brett-body-right: KANSAS CITY, Mo. — George Brett hit two home runs and a double and made a dazzling play at third base tonight as the Kansas City Royals defeated the Toronto Blue Jays, 6-5, to tie the American League playoffs at two games each. Balboni, Brewer Find It Fun to Tremble ST. LOUIS, Oct. 11 — In the St. Louis Cardinals, it is three and it has the comforts of home. The Cardinals had come back from a three-game deficit to the brink of the World Series. Everything Just Worked Out When the Giants drafted George Adams on the first round this year, it seemed inevitable that he would soon become their starting halfback. But not yet. For now, the job belongs to Joe Morris, and he could not happier about the other rocky part from former Sycracuse University. At Syracuse University, everything seemed to come easily to Morris. He was a 5-foot 7-inch powerhouse who ran for more yards than Jim Brown, Larry Csonka, Floyd Little. Ernie Davis and every other Syracuse running back in history. Annual everything Morris did seemed to go wrong. He would start in a motion in one direction when the planned play called for him to go in the opposite direction. The Giants had cut him. Coach Bill Parcells stuck by him through it all. — [1122, 312, 1200, 567]
lead-story-col1: When the Giants drafted George Adams on the first round this year, it seemed inevitable that he would soon become their starting halfback. But not yet. For now, the job belongs to Joe Morris, and he could not happier about the other rocky part from former Sycracuse University. At Syracuse University, everything seemed to come easily to Morris. He was a 5-foot 7-inch powerhouse who ran for more yards than Jim Brown, Larry Csonka, Floyd Little. Ernie Davis and every other Syracuse running back in history. Annual everything Morris did seemed to go wrong. He would start in a motion in one direction when the planned play called for him to go in the opposite direction. The Giants had cut him. Coach Bill Parcells stuck by him through it all. — [934, 142, 1018, 274]
subhead-tall-man: Tall Man Comes Through — [1052, 562, 1110, 568]
box-score-table: ·▪·▪ ·▪ ·▪ ·▪·▪ · ·▪ ·▪ ·▪·▪ ·▪ ·▪ · ▪ ·▪·▪ ·▪ ·▪ ·▪·▪ ·▪ ▪ ·▪ ·▪ ·▪·▪ ·▪ ·▪ ·▪ ·▪ ·▪·▪ ·▪ ·▪ ·▪·▪ ·▪ ·▪ ·▪ ·▪ ·▪·▪ ·▪ ·▪ ·▪· ·▪ ·▪·▪ ·▪ ·▪ ·▪· ▪·▪ ·▪ ·▪ ·▪·▪ ·▪ · ▪ ·▪ ·▪·▪ ·▪ ·▪ ·▪·▪ ·▪·▪ ·▪ ·▪ ·▪·▪ ·▪ ·▪ ·▪ ·▪ ·▪·▪ ·▪ ·▪ ·▪·▪ ·▪·▪ ·▪ ·▪ ·▪·▪ ·▪ ·▪ ·▪ ·▪ ·▪·▪ ·▪ ·▪ ▪ ·▪·▪ ·▪ ·▪ ·▪·▪ · ▪ ·▪ ·▪ ·▪·▪ ·▪ ·▪ · ·▪ ·▪·▪ ·▪ ·▪ ·▪·▪ ·▪ ·▪ ·▪ ·▪ ·▪·▪ ·▪ ·▪ ·▪ ·▪ ·▪·▪ ·▪ ·▪ ·▪·▪ ·▪ ▪·▪ ·▪ ·▪ ·▪·▪ ·▪ ▪ ·▪ ·▪·▪ ·▪ ·▪ ·▪· ·▪·▪ ·▪ ·▪ ·▪·▪ ·▪ · ·▪ ·▪ ·▪·▪ ·▪ ·▪ ·▪·▪ ·▪·▪ ·▪ ·▪ ·▪·▪ ·▪ ·▪ ·▪ ·▪ ·▪·▪ ·▪ ·▪ ·▪·▪ ▪ ·▪·▪ ·▪ ·▪ ·▪·▪ ▪ ·▪ ·▪ ·▪·▪ ·▪ ·▪ ·▪ ·▪·▪ ·▪ ·▪ ·▪·▪ · ·▪ ·▪ ·▪ ·▪·▪ ·▪ ·▪ · ·▪ ·▪·▪ ·▪ ·▪ ·▪·▪ ·▪ ▪·▪ ·▪ ·▪ ·▪·▪ ·▪ ·▪ ·▪ ▪ ·▪ ·▪·▪ ·▪ ·▪ ·▪ ·▪·▪ ·▪ ·▪ ·▪·▪ ·▪ ·▪ ·▪ ·▪·▪ ·▪ ·▪ ·▪· ·▪·▪ ·▪ ·▪ ·▪·▪ ·▪ · ·▪ ·▪ ·▪·▪ ·▪ ·▪ ·▪·▪ ▪ ·▪·▪ ·▪ ·▪ ·▪·▪ ·▪ ·▪ ▪ ·▪ ·▪ ·▪·▪ ·▪ ·▪ ·▪ ·▪·▪ ·▪ ·▪ ·▪·▪ ·▪ ·▪ ·▪ ·▪·▪ ·▪ ·▪ ·▪ ·▪·▪ ·▪ ·▪ ·▪·▪ · ▪·▪ ·▪ ·▪ ·▪·▪ ·▪ ·▪ · ▪ ·▪ ·▪·▪ ·▪ ·▪ ·▪·▪ ·▪ ·▪·▪ ·▪ ·▪ ·▪·▪ ·▪ ·▪ ·▪ ·▪·▪ ·▪ ·▪ ·▪ ·▪·▪ ·▪ ·▪ ·▪·▪ ·▪ ·▪ ·▪ ·▪·▪ ·▪ ·▪ ·▪· ▪ ·▪·▪ ·▪ ·▪ ·▪·▪ ·▪ · ▪ ·▪ ·▪ ·▪·▪ ·▪ ·▪ ·▪·▪ ·▪ ·▪·▪ ·▪ ·▪ ·▪·▪ — [778, 576, 831, 801]
cards-headline: Cards Back on Magic Carpet — [1210, 458, 1289, 478]
drug-body-col3: PHILADELPHIA — A Federal appeals court panel today refused to release Curtis Strong, a drug seller sentenced to prison for selling cocaine to major league baseball players. Three judges of the United States Circuit Court of Appeals for the Third Circuit upheld a ruling that Strong, convicted last year of cocaine distribution, was not entitled to a new trial. — [956, 312, 1040, 375]
